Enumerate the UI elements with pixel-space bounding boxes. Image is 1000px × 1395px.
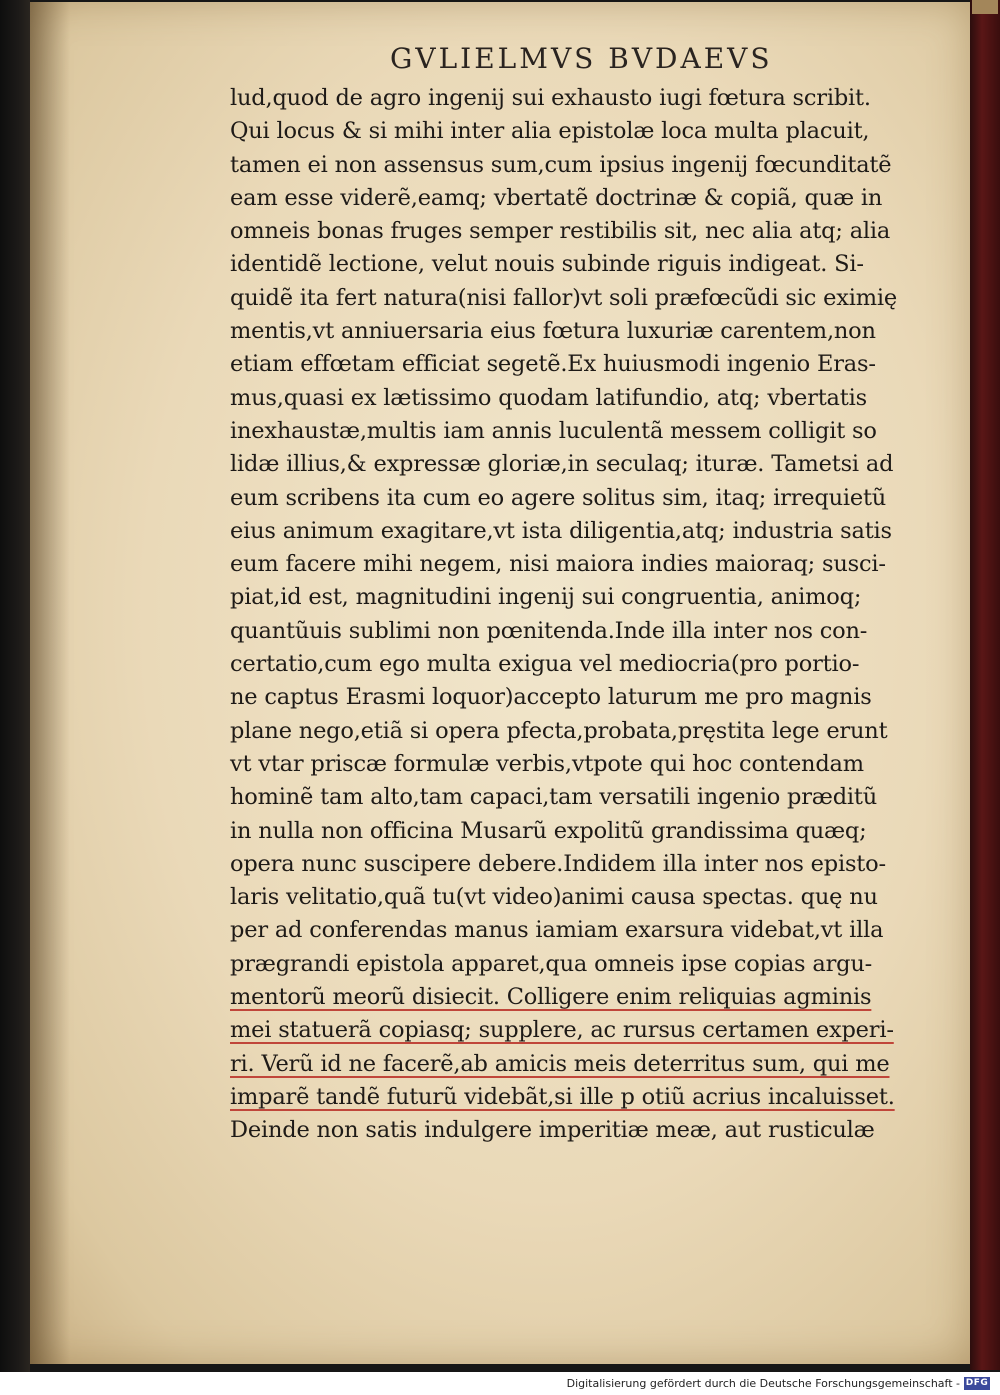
book-binding xyxy=(0,0,30,1395)
text-line: mus,quasi ex lætissimo quodam latifundio, atq; vbertatis xyxy=(230,384,867,411)
text-line: lidæ illius,& expressæ gloriæ,in seculaq; ituræ. Tametsi ad xyxy=(230,451,894,478)
text-line: ne captus Erasmi loquor)accepto laturum me pro magnis xyxy=(230,684,872,711)
cover-tab xyxy=(972,0,998,14)
text-line: lud,quod de agro ingenij sui exhausto iugi fœtura scribit. xyxy=(230,85,871,111)
running-head: GVLIELMVS BVDAEVS xyxy=(390,42,773,75)
text-line: in nulla non officina Musarũ expolitũ grandissima quæq; xyxy=(230,817,867,844)
text-line: mentorũ meorũ disiecit. Colligere enim reliquias agminis xyxy=(230,984,872,1011)
text-line: inexhaustæ,multis iam annis luculentã messem colligit so xyxy=(230,417,877,444)
text-line: laris velitatio,quã tu(vt video)animi causa spectas. quę nu xyxy=(230,884,878,911)
text-line: omneis bonas fruges semper restibilis sit, nec alia atq; alia xyxy=(230,218,891,245)
text-line: piat,id est, magnitudini ingenij sui congruentia, animoq; xyxy=(230,584,862,611)
text-line: eius animum exagitare,vt ista diligentia,atq; industria satis xyxy=(230,517,892,544)
footer-credit: Digitalisierung gefördert durch die Deutsche Forschungsgemeinschaft - xyxy=(566,1377,960,1390)
text-line: identidẽ lectione, velut nouis subinde riguis indigeat. Si- xyxy=(230,251,864,278)
book-cover-edge xyxy=(970,0,1000,1370)
text-line: quantũuis sublimi non pœnitenda.Inde illa inter nos con- xyxy=(230,617,868,644)
text-line: eam esse viderẽ,eamq; vbertatẽ doctrinæ & copiã, quæ in xyxy=(230,184,883,211)
text-block xyxy=(230,82,950,1148)
text-line: mentis,vt anniuersaria eius fœtura luxuriæ carentem,non xyxy=(230,318,876,345)
text-line: etiam effœtam efficiat segetẽ.Ex huiusmodi ingenio Eras- xyxy=(230,351,876,378)
text-line: per ad conferendas manus iamiam exarsura videbat,vt illa xyxy=(230,917,884,944)
text-line: prægrandi epistola apparet,qua omneis ipse copias argu- xyxy=(230,950,873,977)
text-line: eum scribens ita cum eo agere solitus sim, itaq; irrequietũ xyxy=(230,484,887,511)
text-line: hominẽ tam alto,tam capaci,tam versatili ingenio præditũ xyxy=(230,784,878,811)
text-line: vt vtar priscæ formulæ verbis,vtpote qui hoc contendam xyxy=(230,750,864,777)
text-line: Deinde non satis indulgere imperitiæ meæ, aut rusticulæ xyxy=(230,1117,875,1144)
text-line: opera nunc suscipere debere.Indidem illa inter nos episto- xyxy=(230,850,886,877)
text-line: Qui locus & si mihi inter alia epistolæ loca multa placuit, xyxy=(230,118,870,145)
dfg-logo: DFG xyxy=(965,1378,989,1388)
text-line: quidẽ ita fert natura(nisi fallor)vt soli præfœcũdi sic eximię xyxy=(230,284,897,311)
text-line: plane nego,etiã si opera pfecta,probata,pręstita lege erunt xyxy=(230,717,888,744)
text-line: eum facere mihi negem, nisi maiora indies maioraq; susci- xyxy=(230,551,886,578)
text-line: certatio,cum ego multa exigua vel mediocria(pro portio- xyxy=(230,651,860,678)
text-line: ri. Verũ id ne facerẽ,ab amicis meis deterritus sum, qui me xyxy=(230,1050,890,1077)
text-line: imparẽ tandẽ futurũ videbãt,si ille p otiũ acrius incaluisset. xyxy=(230,1083,895,1110)
book-page xyxy=(30,2,970,1364)
text-line: mei statuerã copiasq; supplere, ac rursus certamen experi- xyxy=(230,1017,894,1044)
footer-bar xyxy=(0,1372,1000,1395)
text-line: tamen ei non assensus sum,cum ipsius ingenij fœcunditatẽ xyxy=(230,151,892,178)
gutter-shadow xyxy=(30,2,70,1364)
